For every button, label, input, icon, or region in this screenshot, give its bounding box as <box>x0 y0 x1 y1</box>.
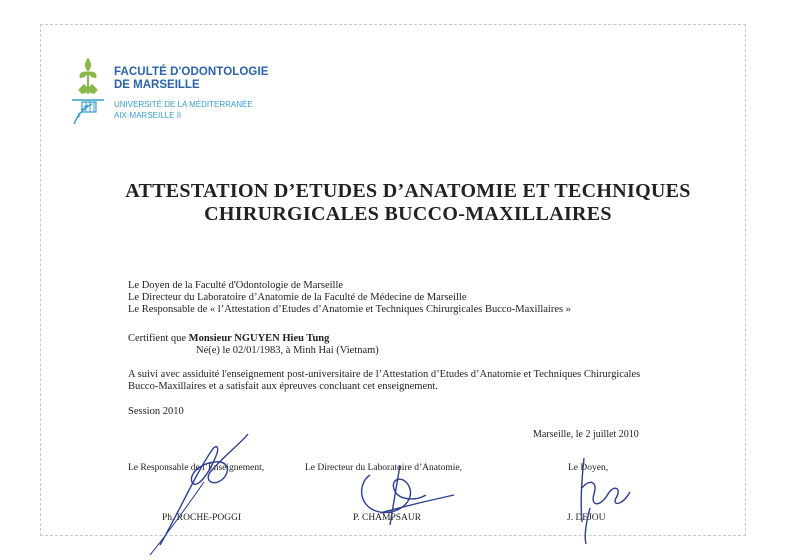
certify-prefix: Certifient que <box>128 333 189 344</box>
statement-line1: A suivi avec assiduité l'enseignement post-universitaire de l’Attestation d’Etudes d’Anatomie et Techniques Chirurgicales <box>128 369 641 380</box>
recipient-name: Monsieur NGUYEN Hieu Tung <box>188 333 330 344</box>
birth-info: Né(e) le 02/01/1983, à Minh Hai (Vietnam) <box>196 345 379 356</box>
university-name-line2: AIX-MARSEILLE II <box>114 111 182 120</box>
signatory-name-lab: P. CHAMPSAUR <box>353 513 422 523</box>
signatory-name-teaching: Ph. ROCHE-POGGI <box>162 513 242 523</box>
signatory-role-lab: Le Directeur du Laboratoire d’Anatomie, <box>305 463 462 473</box>
certify-line <box>128 333 329 344</box>
issuer-program-head: Le Responsable de « l’Attestation d’Etudes d’Anatomie et Techniques Chirurgicales Bucco-Maxillaires » <box>128 304 571 315</box>
faculty-name-line2: DE MARSEILLE <box>114 79 200 91</box>
place-date: Marseille, le 2 juillet 2010 <box>533 429 639 440</box>
signatory-name-dean: J. DEJOU <box>567 513 606 523</box>
statement-line2: Bucco-Maxillaires et a satisfait aux épreuves concluant cet enseignement. <box>128 381 438 392</box>
issuer-dean: Le Doyen de la Faculté d'Odontologie de Marseille <box>128 280 344 291</box>
faculty-emblem-icon <box>68 54 108 134</box>
issuer-lab-director: Le Directeur du Laboratoire d’Anatomie de la Faculté de Médecine de Marseille <box>128 292 467 303</box>
certificate-title-line2: CHIRURGICALES BUCCO-MAXILLAIRES <box>204 203 612 225</box>
session-label: Session 2010 <box>128 406 184 417</box>
university-name-line1: UNIVERSITÉ DE LA MÉDITERRANÉE <box>114 100 253 109</box>
signatory-role-teaching: Le Responsable de l’Enseignement, <box>128 463 265 473</box>
faculty-logo <box>68 54 269 134</box>
signatory-role-dean: Le Doyen, <box>568 463 609 473</box>
certificate-title-line1: ATTESTATION D’ETUDES D’ANATOMIE ET TECHNIQUES <box>125 180 691 202</box>
faculty-name-line1: FACULTÉ D'ODONTOLOGIE <box>114 66 269 78</box>
